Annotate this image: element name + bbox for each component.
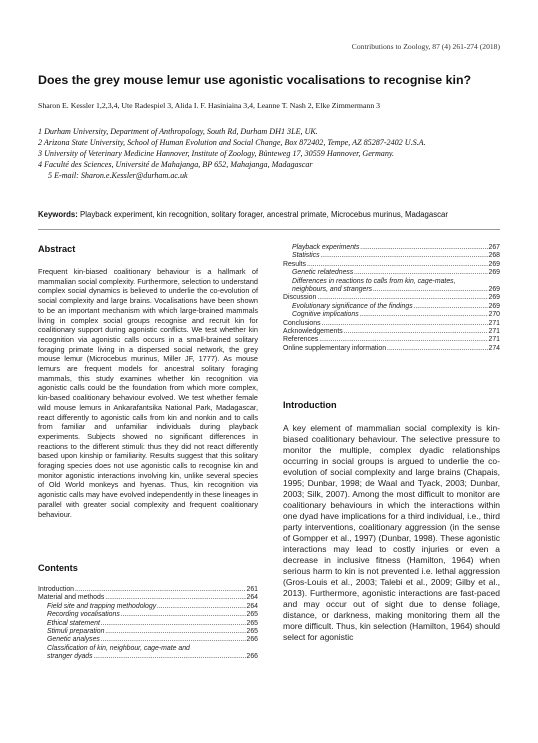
contents-heading: Contents: [38, 563, 78, 573]
toc-entry[interactable]: [283, 252, 500, 260]
toc-entry-page: 261: [246, 586, 258, 593]
toc-leader-dots: [319, 336, 487, 344]
affiliation-2: 2 Arizona State University, School of Human Evolution and Social Change, Box 872402, Tempe, AZ 85287-2402 U.S.A.: [38, 138, 426, 147]
toc-entry-page: 271: [488, 319, 500, 327]
toc-entry-page: 271: [488, 328, 500, 336]
toc-entry-label: Conclusions: [283, 319, 321, 327]
toc-leader-dots: [121, 611, 246, 619]
toc-entry-label: Recording vocalisations: [47, 611, 120, 619]
toc-leader-dots: [101, 620, 246, 628]
toc-entry-label: Results: [283, 260, 306, 268]
toc-leader-dots: [75, 586, 245, 594]
toc-entry[interactable]: [38, 636, 258, 644]
keywords-label: Keywords:: [38, 210, 78, 219]
introduction-body: A key element of mammalian social complexity is kin-biased coalitionary behaviour. The selective pressure to monitor the multiple, complex dyadic relationships occurring in social groups is argued to underlie the co-evolution of social complexity and large brains (Chapais, 1995; Dunbar, 1998; de Waal and Tyack, 2003; Dunbar, 2003; Silk, 2007). Among the most difficult to monitor are coalitionary behaviours in which the interactions within one dyad have implications for a third individual, i.e., third party interventions, coalitionary aggression (in the sense of Gompper et al., 1997) (Dunbar, 1998). These agonistic interactions may lead to costly injuries or even a decrease in inclusive fitness (Hamilton, 1964) when serious harm to kin is not prevented i.e. lethal aggression (Gros-Louis et al., 2003; Talebi et al., 2009; Gilby et al., 2013). Furthermore, agonistic interactions are fast-paced and may occur out of sight due to dense foliage, distance, or darkness, making monitoring them all the more difficult. Thus, kin selection (Hamilton, 1964) should select for agonistic: [283, 423, 500, 642]
toc-entry[interactable]: [283, 345, 500, 353]
toc-entry-page: 269: [488, 286, 500, 294]
toc-entry[interactable]: [283, 294, 500, 302]
toc-entry-label: Cognitive implications: [292, 311, 359, 319]
keywords-text: Playback experiment, kin recognition, solitary forager, ancestral primate, Microcebus murinus, Madagascar: [80, 210, 448, 219]
toc-entry-page: 269: [488, 294, 500, 302]
toc-entry-page: 264: [246, 594, 258, 602]
introduction-heading: Introduction: [283, 400, 337, 410]
toc-entry-label: References: [283, 336, 319, 344]
toc-entry-page: 269: [488, 260, 500, 268]
toc-entry-page: 269: [488, 269, 500, 277]
toc-leader-dots: [360, 244, 487, 252]
paper-title: Does the grey mouse lemur use agonistic vocalisations to recognise kin?: [38, 73, 472, 87]
toc-entry[interactable]: [38, 653, 258, 661]
toc-entry-page: 264: [246, 602, 258, 610]
toc-entry-page: 268: [488, 252, 500, 260]
author-email: 5 E-mail: Sharon.e.Kessler@durham.ac.uk: [48, 171, 188, 180]
header-divider: [38, 229, 500, 230]
toc-entry-page: 274: [488, 344, 500, 352]
journal-reference: Contributions to Zoology, 87 (4) 261-274 (2018): [351, 42, 500, 51]
toc-leader-dots: [373, 286, 487, 294]
toc-entry-page: 267: [488, 244, 500, 251]
toc-entry-label: Stimuli preparation: [47, 628, 105, 636]
toc-entry-label: Genetic relatedness: [292, 269, 354, 277]
toc-entry[interactable]: [283, 269, 500, 277]
affiliations: [38, 126, 508, 181]
toc-entry-label: Differences in reactions to calls from kin, cage-mates,: [292, 277, 456, 285]
toc-entry[interactable]: [38, 603, 258, 611]
toc-leader-dots: [105, 594, 245, 602]
toc-leader-dots: [360, 311, 488, 319]
toc-entry-label: Acknowledgements: [283, 328, 343, 336]
toc-entry[interactable]: [283, 328, 500, 336]
toc-left-column: [38, 586, 258, 662]
toc-entry[interactable]: [283, 303, 500, 311]
toc-leader-dots: [354, 269, 487, 277]
toc-leader-dots: [101, 636, 246, 644]
affiliation-4: 4 Faculté des Sciences, Université de Mahajanga, BP 652, Mahajanga, Madagascar: [38, 160, 313, 169]
toc-entry[interactable]: [38, 645, 258, 653]
toc-entry[interactable]: [283, 311, 500, 319]
keywords: [38, 210, 448, 219]
toc-entry-page: 271: [488, 336, 500, 344]
toc-leader-dots: [414, 303, 488, 311]
toc-leader-dots: [322, 320, 488, 328]
toc-entry-label: Introduction: [38, 586, 75, 593]
author-list: Sharon E. Kessler 1,2,3,4, Ute Radespiel 3, Alida I. F. Hasiniaina 3,4, Leanne T. Nash 2, Elke Zimmermann 3: [38, 101, 381, 110]
toc-leader-dots: [344, 328, 488, 336]
toc-entry-label: Online supplementary information: [283, 344, 387, 352]
toc-entry[interactable]: [38, 594, 258, 602]
toc-entry-label: Ethical statement: [47, 619, 100, 627]
toc-entry-label: Classification of kin, neighbour, cage-mate and: [47, 644, 190, 652]
toc-entry[interactable]: [283, 261, 500, 269]
toc-entry[interactable]: [38, 628, 258, 636]
toc-entry[interactable]: [283, 244, 500, 252]
toc-entry-label: stranger dyads: [47, 653, 93, 661]
toc-entry-label: Discussion: [283, 294, 317, 302]
affiliation-3: 3 University of Veterinary Medicine Hannover, Institute of Zoology, Bünteweg 17, 30559 Hannover, Germany.: [38, 149, 395, 158]
toc-entry[interactable]: [283, 320, 500, 328]
toc-leader-dots: [105, 628, 245, 636]
toc-entry-page: 270: [488, 311, 500, 319]
toc-entry[interactable]: [283, 286, 500, 294]
toc-entry-page: 265: [246, 619, 258, 627]
toc-entry[interactable]: [38, 620, 258, 628]
toc-leader-dots: [94, 653, 246, 661]
affiliation-1: 1 Durham University, Department of Anthropology, South Rd, Durham DH1 3LE, UK.: [38, 127, 318, 136]
toc-right-column: [283, 244, 500, 353]
toc-leader-dots: [321, 252, 488, 260]
toc-entry-label: Material and methods: [38, 594, 105, 602]
toc-entry-page: 266: [246, 636, 258, 644]
abstract-body: Frequent kin-biased coalitionary behaviour is a hallmark of mammalian social complexity. Furthermore, selection to understand complex social dynamics is believed to underlie the co-evolution of social complexity and large brains. Vocalisations have been shown to be an important mechanism with which large-brained mammals living in complex social groups recognise and recruit kin for coalitionary support during agonistic conflicts. We test whether kin recognition via agonistic calls occurs in a small-brained solitary foraging primate living in a dispersed social network, the grey mouse lemur (Microcebus murinus, Miller JF, 1777). As mouse lemurs are frequent models for ancestral solitary foraging mammals, this study examines whether kin recognition via agonistic calls could be the foundation from which more complex, kin-based coalitionary behaviour evolved. We test whether female wild mouse lemurs in Ankarafantsika National Park, Madagascar, react differently to agonistic calls from kin and nonkin and to calls from familiar and unfamiliar individuals during playback experiments. Subjects showed no significant differences in reactions to the different stimuli: thus they did not react differently based upon kinship or familiarity. Results suggest that this solitary foraging species does not use agonistic calls to recognise kin and monitor agonistic interactions involving kin, unlike several species of Old World monkeys and hyenas. Thus, kin recognition via agonistic calls may have evolved independently in these lineages in parallel with greater social complexity and frequent coalitionary behaviour.: [38, 267, 258, 519]
toc-leader-dots: [317, 294, 487, 302]
toc-entry-page: 266: [246, 653, 258, 661]
toc-entry[interactable]: [38, 586, 258, 594]
toc-entry-label: Field site and trapping methodology: [47, 602, 157, 610]
toc-entry-page: 265: [246, 628, 258, 636]
toc-entry-page: 265: [246, 611, 258, 619]
toc-entry-label: Statistics: [292, 252, 320, 260]
toc-entry[interactable]: [38, 611, 258, 619]
toc-leader-dots: [157, 603, 245, 611]
toc-entry-label: Genetic analyses: [47, 636, 100, 644]
toc-entry-label: neighbours, and strangers: [292, 286, 373, 294]
toc-leader-dots: [387, 345, 487, 353]
toc-entry-label: Playback experiments: [292, 244, 360, 251]
toc-leader-dots: [307, 261, 488, 269]
toc-entry[interactable]: [283, 278, 500, 286]
toc-entry[interactable]: [283, 336, 500, 344]
abstract-heading: Abstract: [38, 244, 76, 254]
toc-entry-label: Evolutionary significance of the findings: [292, 302, 413, 310]
toc-entry-page: 269: [488, 302, 500, 310]
